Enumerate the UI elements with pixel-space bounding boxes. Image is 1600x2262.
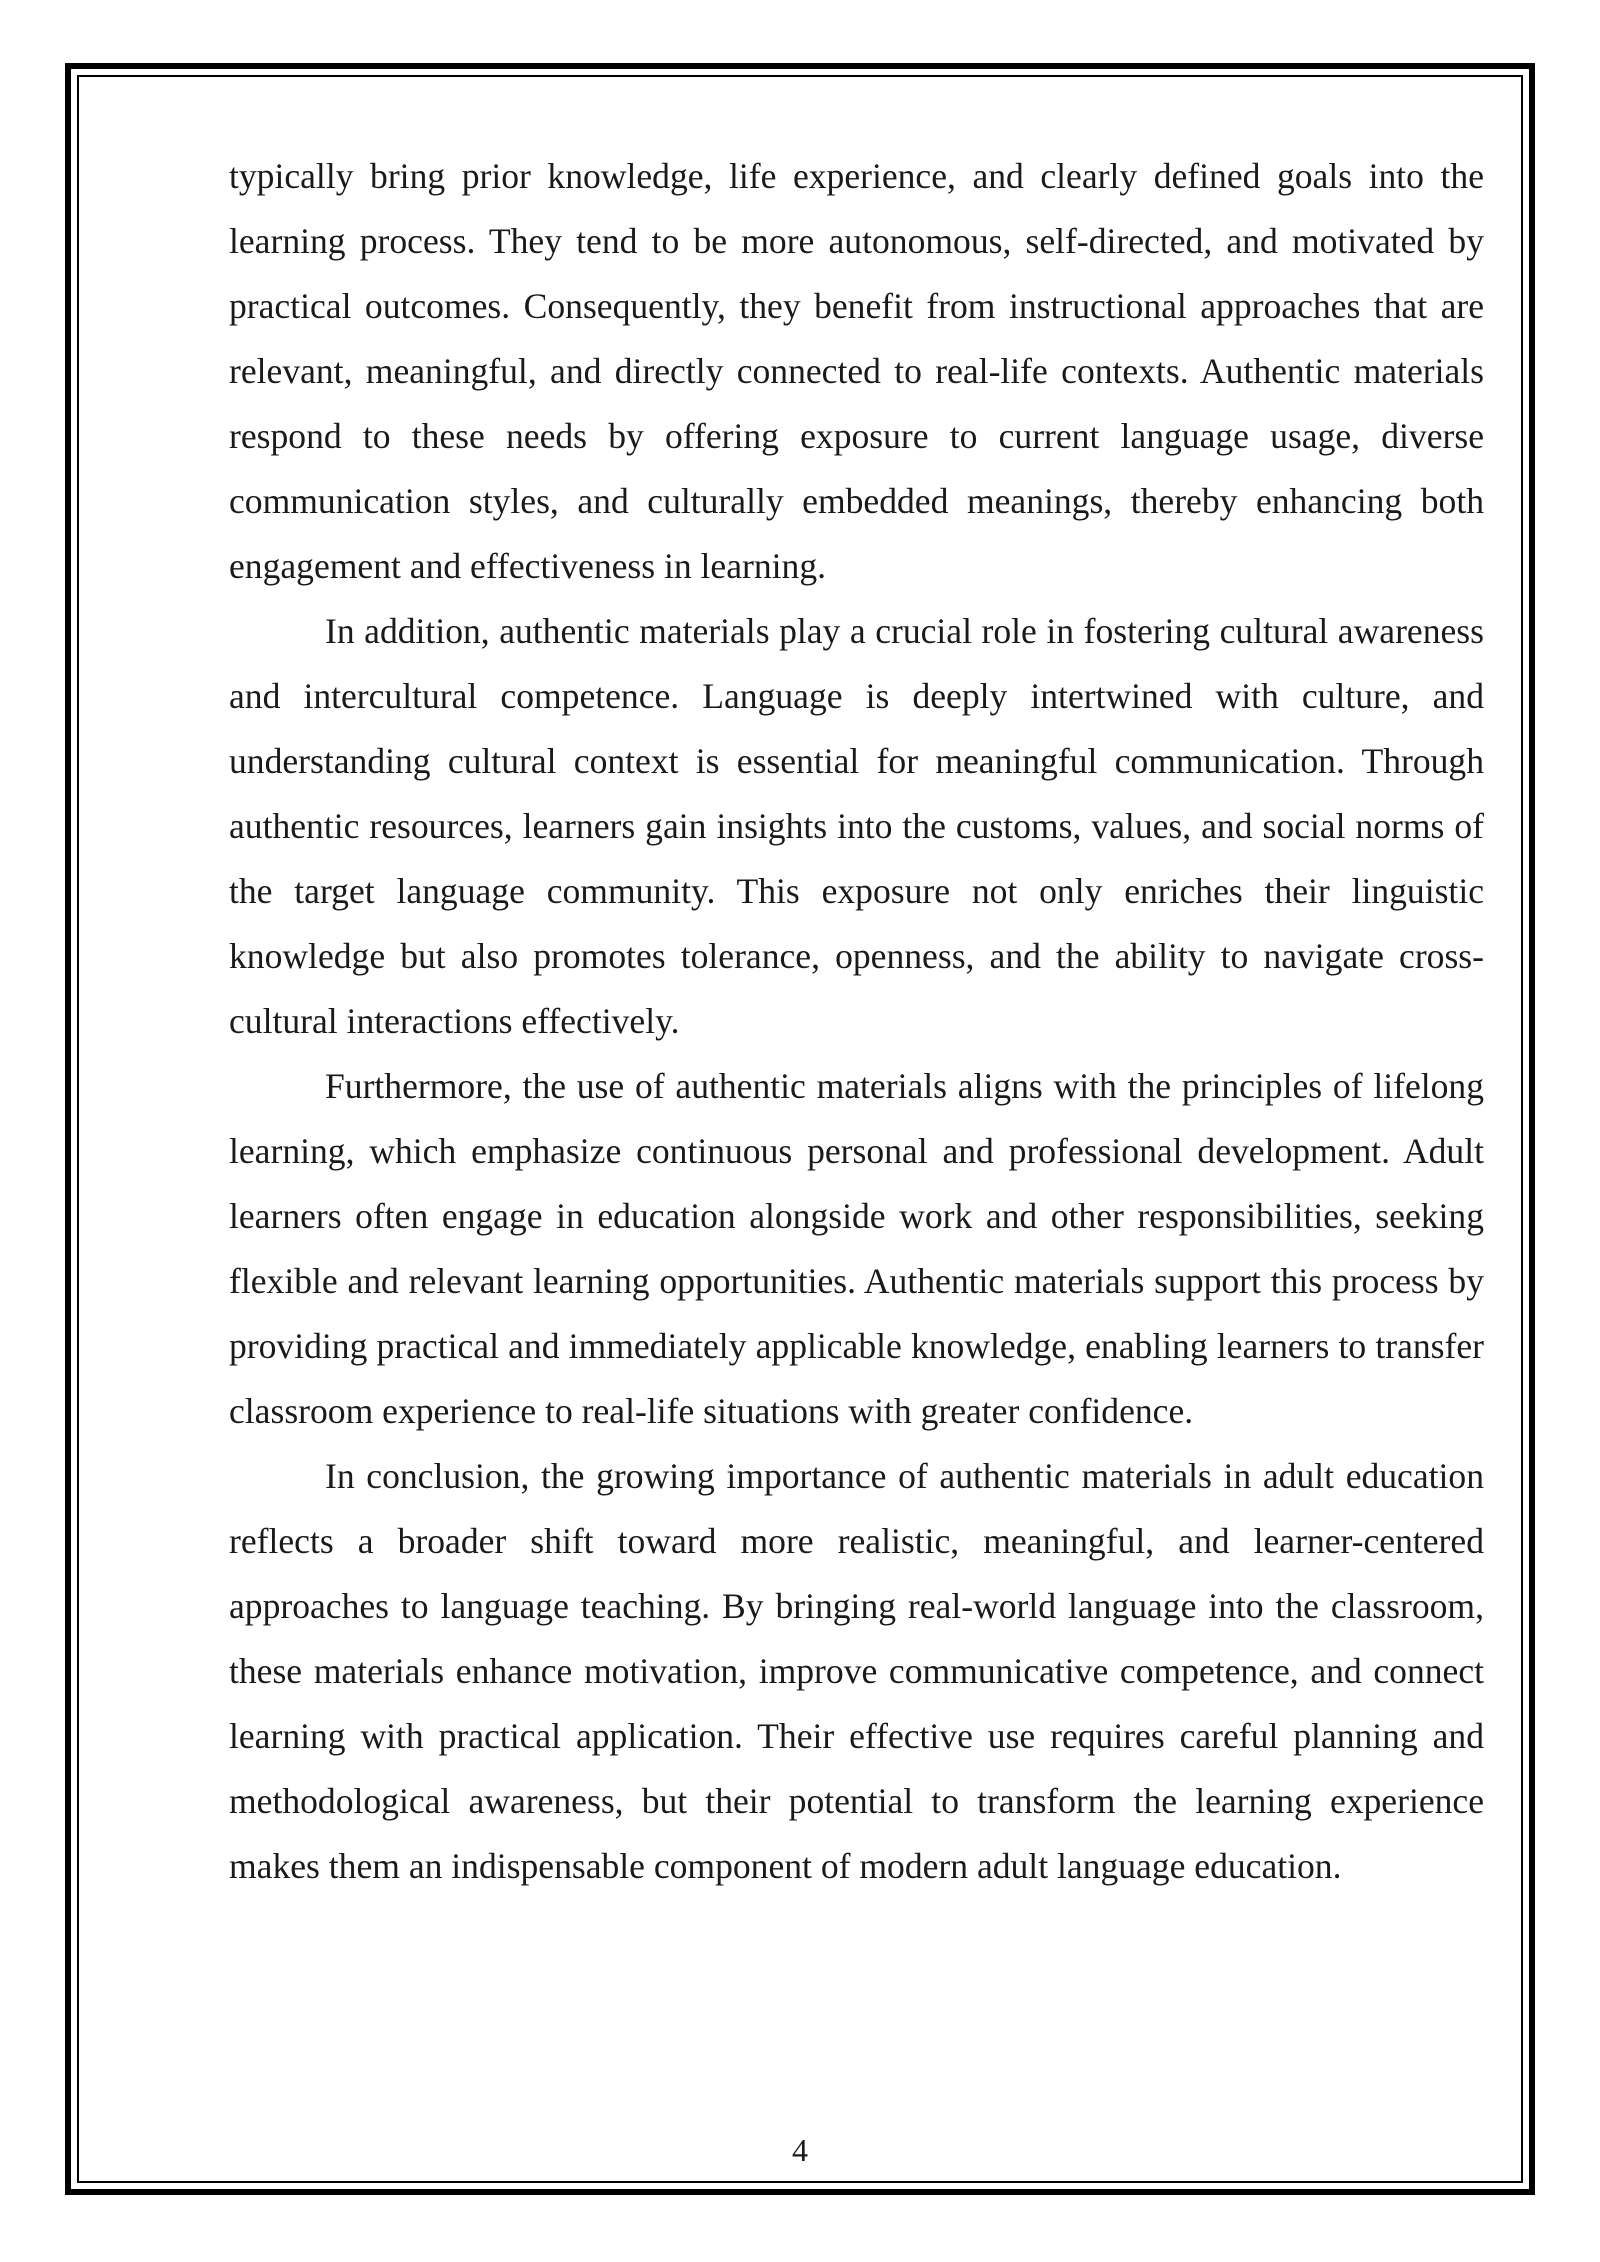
paragraph-cultural-awareness: In addition, authentic materials play a crucial role in fostering cultural awareness and intercultural competence. Language is deeply intertwined with culture, and understanding cultural context is essential for meaningful communication. Through authentic resources, learners gain insights into the customs, values, and social norms of the target language community. This exposure not only enriches their linguistic knowledge but also promotes tolerance, openness, and the ability to navigate cross-cultural interactions effectively.	[229, 611, 1484, 1041]
paragraph-conclusion: In conclusion, the growing importance of authentic materials in adult education reflects a broader shift toward more realistic, meaningful, and learner-centered approaches to language teaching. By bringing real-world language into the classroom, these materials enhance motivation, improve communicative competence, and connect learning with practical application. Their effective use requires careful planning and methodological awareness, but their potential to transform the learning experience makes them an indispensable component of modern adult language education.	[229, 1456, 1484, 1886]
paragraph-continuation: typically bring prior knowledge, life experience, and clearly defined goals into the learning process. They tend to be more autonomous, self-directed, and motivated by practical outcomes. Consequently, they benefit from instructional approaches that are relevant, meaningful, and directly connected to real-life contexts. Authentic materials respond to these needs by offering exposure to current language usage, diverse communication styles, and culturally embedded meanings, thereby enhancing both engagement and effectiveness in learning.	[229, 156, 1484, 586]
page-number: 4	[792, 2132, 808, 2168]
paragraph-lifelong-learning: Furthermore, the use of authentic materials aligns with the principles of lifelong learning, which emphasize continuous personal and professional development. Adult learners often engage in education alongside work and other responsibilities, seeking flexible and relevant learning opportunities. Authentic materials support this process by providing practical and immediately applicable knowledge, enabling learners to transfer classroom experience to real-life situations with greater confidence.	[229, 1066, 1484, 1431]
body-text	[229, 144, 1484, 1899]
